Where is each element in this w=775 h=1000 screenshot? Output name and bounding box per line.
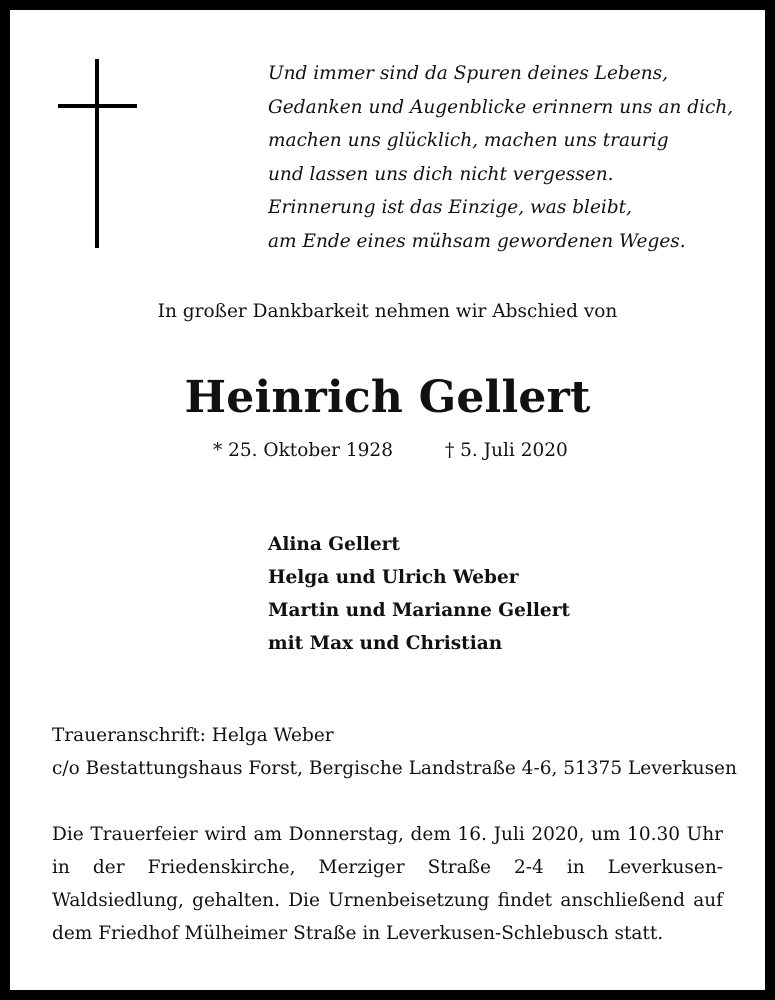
poem [268,57,738,258]
poem-line: Erinnerung ist das Einzige, was bleibt, [268,197,632,218]
poem-line: Und immer sind da Spuren deines Lebens, [268,63,668,84]
death-date: † 5. Juli 2020 [445,440,568,461]
deceased-name: Heinrich Gellert [184,372,591,423]
address-line: c/o Bestattungshaus Forst, Bergische Landstraße 4-6, 51375 Leverkusen [52,758,737,779]
farewell-intro: In großer Dankbarkeit nehmen wir Abschied von [157,301,618,322]
mourner-item: mit Max und Christian [268,633,503,654]
poem-line: und lassen uns dich nicht vergessen. [268,163,614,185]
poem-line: Gedanken und Augenblicke erinnern uns an dich, [268,96,734,118]
mourning-address [52,719,737,785]
birth-date: * 25. Oktober 1928 [213,440,393,461]
cross-horizontal-bar [58,104,137,108]
mourners-list [268,528,570,660]
mourner-item: Alina Gellert [268,534,400,555]
mourner-item: Martin und Marianne Gellert [268,600,570,621]
mourner-item: Helga und Ulrich Weber [268,567,519,588]
address-line: Traueranschrift: Helga Weber [52,725,334,746]
service-notice: Die Trauerfeier wird am Donnerstag, dem 16. Juli 2020, um 10.30 Uhr in der Friedenskirche, Merziger Straße 2-4 in Leverkusen-Waldsiedlung, gehalten. Die Urnenbeisetzung findet anschließend auf dem Friedhof Mülheimer Straße in Leverkusen-Schlebusch statt. [52,824,723,944]
cross-vertical-bar [95,59,99,248]
poem-line: machen uns glücklich, machen uns traurig [268,130,669,151]
poem-line: am Ende eines mühsam gewordenen Weges. [268,230,686,252]
